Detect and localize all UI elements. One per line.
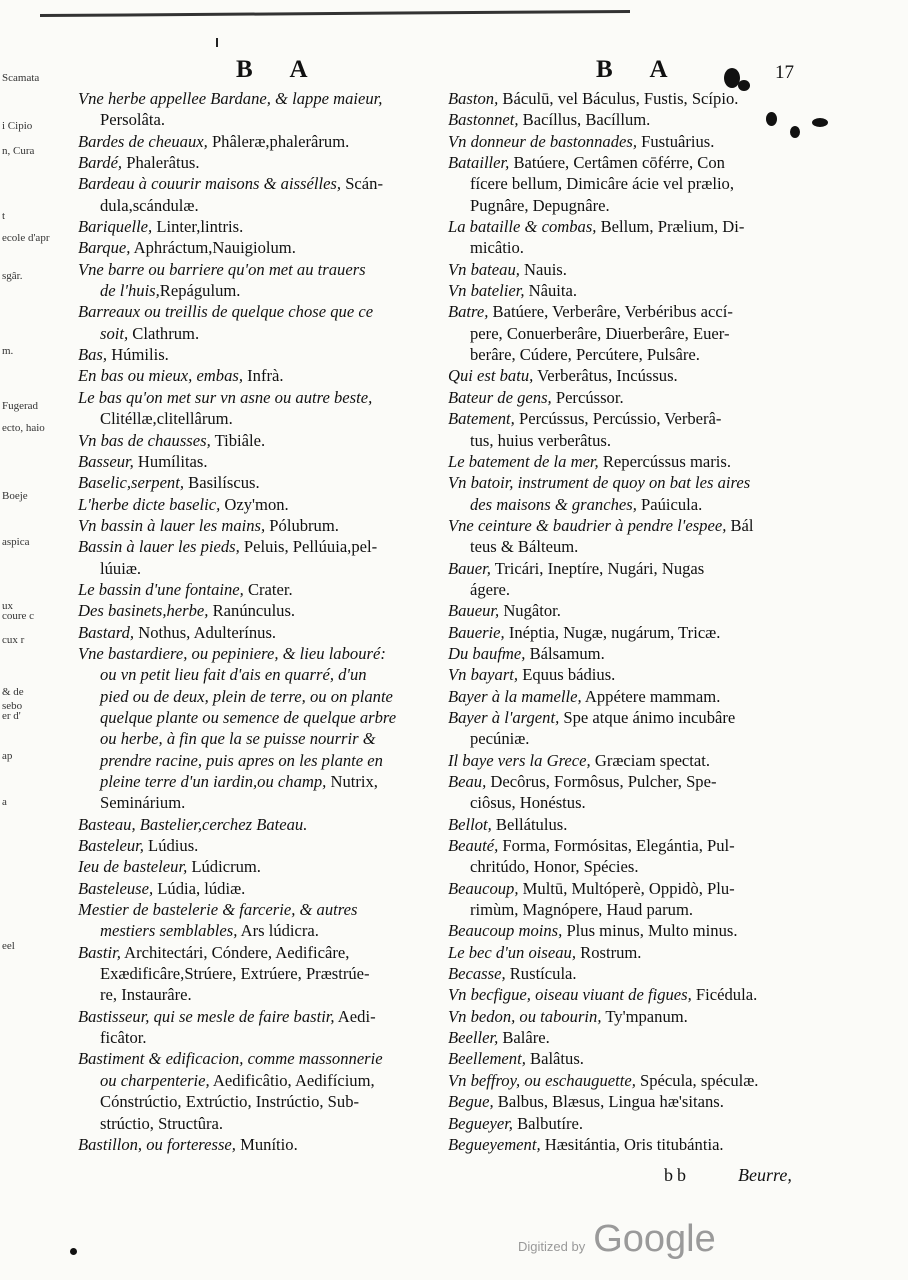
entry-continuation: [448, 430, 820, 451]
dictionary-entry: [78, 173, 440, 194]
entry-translation: Hæsitántia, Oris titubántia.: [540, 1134, 724, 1154]
entry-headword: Du baufme,: [448, 643, 526, 663]
entry-headword: Vne bastardiere, ou pepiniere, & lieu labouré:: [78, 643, 386, 663]
dictionary-entry: [78, 1134, 440, 1155]
entry-continuation: [448, 536, 820, 557]
entry-headword: Becasse,: [448, 964, 506, 984]
entry-translation: Rostrum.: [575, 942, 642, 962]
entry-translation: Balâtus.: [525, 1049, 584, 1069]
left-column: [78, 88, 440, 1155]
entry-headword: Baselic,serpent,: [78, 473, 184, 493]
entry-translation: Balbus, Blæsus, Lingua hæ'sitans.: [493, 1092, 724, 1112]
entry-translation: Balbutíre.: [512, 1113, 584, 1133]
running-header-right: B A: [596, 56, 684, 83]
page-number: 17: [775, 62, 794, 83]
entry-continuation: [78, 195, 440, 216]
dictionary-entry: [448, 1006, 820, 1027]
margin-fragment: i Cipio: [2, 120, 33, 132]
entry-headword: Vne herbe appellee Bardane, & lappe maieur,: [78, 89, 383, 108]
entry-translation: teus & Bálteum.: [470, 537, 579, 557]
entry-translation: Nutrix,: [326, 772, 378, 791]
margin-fragment: sgâr.: [2, 270, 23, 282]
dictionary-entry: [78, 301, 440, 322]
entry-headword: Bateur de gens,: [448, 387, 552, 407]
dictionary-entry: [78, 259, 440, 280]
entry-headword-continuation: ou vn petit lieu fait d'ais en quarré, d'un: [100, 665, 367, 685]
dictionary-entry: [448, 963, 820, 984]
entry-translation: pere, Conuerberâre, Diuerberâre, Euer-: [470, 323, 730, 343]
dictionary-entry: [448, 1134, 820, 1155]
entry-headword: Bas,: [78, 345, 108, 365]
entry-translation: tus, huius verberâtus.: [470, 430, 612, 450]
watermark-prefix: Digitized by: [518, 1239, 586, 1254]
top-rule: [40, 0, 630, 17]
entry-headword-continuation: pleine terre d'un iardin,ou champ,: [100, 772, 327, 791]
entry-continuation: [448, 195, 820, 216]
entry-headword: Beeller,: [448, 1028, 499, 1048]
dictionary-entry: [78, 643, 440, 664]
dictionary-entry: [448, 707, 820, 728]
entry-translation: Repercússus maris.: [598, 451, 731, 471]
entry-headword: Bauerie,: [448, 622, 505, 642]
entry-translation: Tricári, Ineptíre, Nugári, Nugas: [490, 558, 705, 578]
entry-continuation: [448, 792, 820, 813]
entry-headword: Batailler,: [448, 153, 510, 173]
entry-translation: Equus bádius.: [518, 665, 616, 685]
dictionary-entry: [78, 430, 440, 451]
entry-headword: Begue,: [448, 1092, 494, 1112]
dictionary-entry: [78, 1006, 440, 1027]
dictionary-entry: [448, 365, 820, 386]
entry-translation: Crater.: [243, 579, 293, 599]
dictionary-entry: [78, 237, 440, 258]
dictionary-entry: [448, 301, 820, 322]
entry-translation: rimùm, Magnópere, Haud parum.: [470, 900, 694, 920]
entry-translation: Báculū, vel Báculus, Fustis, Scípio.: [498, 89, 739, 108]
signature-mark: bb: [664, 1165, 690, 1185]
entry-translation: Multū, Multóperè, Oppidò, Plu-: [518, 878, 735, 898]
dictionary-entry: [78, 856, 440, 877]
entry-headword: Begueyer,: [448, 1113, 513, 1133]
entry-translation: Spe atque ánimo incubâre: [559, 707, 736, 727]
entry-headword: Qui est batu,: [448, 366, 534, 386]
entry-continuation: [448, 494, 820, 515]
entry-headword: Basteleuse,: [78, 878, 154, 898]
entry-headword-continuation: soit,: [100, 323, 129, 343]
entry-translation: Verberâtus, Incússus.: [533, 366, 678, 386]
dictionary-entry: [448, 622, 820, 643]
entry-translation: berâre, Cúdere, Percútere, Pulsâre.: [470, 345, 700, 365]
entry-translation: Humílitas.: [133, 451, 208, 471]
entry-headword: Bardes de cheuaux,: [78, 131, 208, 151]
dictionary-entry: [448, 109, 820, 130]
entry-translation: Cónstrúctio, Extrúctio, Instrúctio, Sub-: [100, 1092, 360, 1112]
entry-headword: Bastisseur, qui se mesle de faire bastir,: [78, 1006, 335, 1026]
entry-translation: chritúdo, Honor, Spécies.: [470, 857, 639, 877]
running-header-left: B A: [236, 56, 324, 83]
entry-translation: micâtio.: [470, 238, 524, 258]
entry-headword: Beau,: [448, 772, 487, 791]
entry-continuation: [78, 1113, 440, 1134]
entry-translation: Seminárium.: [100, 793, 186, 813]
dictionary-entry: [448, 920, 820, 941]
entry-continuation: [448, 856, 820, 877]
dictionary-entry: [78, 88, 440, 109]
entry-continuation: [78, 323, 440, 344]
entry-headword: Beaucoup,: [448, 878, 519, 898]
dictionary-entry: [78, 131, 440, 152]
entry-headword: Vn bedon, ou tabourin,: [448, 1006, 602, 1026]
entry-translation: Batúere, Verberâre, Verbéribus accí-: [488, 302, 733, 322]
entry-headword: Barreaux ou treillis de quelque chose que ce: [78, 302, 374, 322]
entry-translation: Spécula, spéculæ.: [635, 1070, 759, 1090]
entry-headword: Baston,: [448, 89, 499, 108]
entry-translation: Nauis.: [519, 259, 567, 279]
dictionary-entry: [448, 216, 820, 237]
entry-continuation: [448, 323, 820, 344]
entry-continuation: [78, 750, 440, 771]
entry-headword: Bastonnet,: [448, 110, 519, 130]
entry-headword: Des basinets,herbe,: [78, 601, 209, 621]
right-column: [448, 88, 820, 1155]
entry-continuation: [448, 237, 820, 258]
dictionary-entry: [448, 472, 820, 493]
top-tick-mark: [216, 38, 218, 47]
entry-translation: Plus minus, Multo minus.: [562, 921, 738, 941]
entry-translation: strúctio, Structûra.: [100, 1113, 224, 1133]
dictionary-entry: [78, 942, 440, 963]
dictionary-entry: [448, 600, 820, 621]
entry-headword: Vne ceinture & baudrier à pendre l'espee,: [448, 515, 727, 535]
entry-translation: Linter,lintris.: [152, 217, 244, 237]
entry-translation: Pólubrum.: [265, 515, 339, 535]
entry-headword: Bastillon, ou forteresse,: [78, 1134, 236, 1154]
dictionary-entry: [78, 494, 440, 515]
entry-continuation: [448, 728, 820, 749]
entry-headword: Bardeau à couurir maisons & aissélles,: [78, 174, 342, 194]
entry-headword: Le bassin d'une fontaine,: [78, 579, 244, 599]
dictionary-entry: [448, 1048, 820, 1069]
dictionary-entry: [78, 835, 440, 856]
entry-translation: ágere.: [470, 579, 511, 599]
bleed-through-margin: [0, 60, 50, 1060]
entry-headword: Bardé,: [78, 153, 123, 173]
dictionary-entry: [448, 878, 820, 899]
entry-translation: Phalerâtus.: [122, 153, 200, 173]
entry-translation: Paúicula.: [636, 494, 703, 514]
margin-fragment: Boeje: [2, 490, 28, 502]
entry-translation: Aedi-: [334, 1006, 376, 1026]
entry-continuation: [78, 792, 440, 813]
entry-translation: ciôsus, Honéstus.: [470, 793, 586, 813]
entry-continuation: [448, 579, 820, 600]
entry-continuation: [78, 920, 440, 941]
entry-translation: Architectári, Cóndere, Aedificâre,: [120, 942, 350, 962]
margin-fragment: a: [2, 796, 7, 808]
entry-continuation: [78, 728, 440, 749]
entry-headword: Batre,: [448, 302, 489, 322]
entry-translation: Clathrum.: [128, 323, 200, 343]
entry-translation: Rustícula.: [505, 964, 577, 984]
entry-headword: Begueyement,: [448, 1134, 541, 1154]
dictionary-entry: [78, 600, 440, 621]
dictionary-entry: [78, 878, 440, 899]
dictionary-entry: [448, 451, 820, 472]
entry-translation: Bál: [726, 515, 754, 535]
dictionary-entry: [448, 835, 820, 856]
entry-continuation: [78, 408, 440, 429]
dictionary-entry: [78, 814, 440, 835]
margin-fragment: n, Cura: [2, 145, 35, 157]
entry-translation: Lúdia, lúdiæ.: [153, 878, 246, 898]
entry-translation: Lúdicrum.: [187, 857, 261, 877]
entry-headword: Beellement,: [448, 1049, 526, 1069]
entry-continuation: [78, 686, 440, 707]
entry-headword: Le bas qu'on met sur vn asne ou autre beste,: [78, 387, 373, 407]
dictionary-entry: [78, 579, 440, 600]
dictionary-entry: [448, 558, 820, 579]
dictionary-entry: [78, 622, 440, 643]
dictionary-entry: [78, 451, 440, 472]
dictionary-entry: [448, 131, 820, 152]
entry-translation: Ty'mpanum.: [601, 1006, 688, 1026]
entry-headword-continuation: ou herbe, à fin que la se puisse nourrir &: [100, 729, 376, 749]
dictionary-entry: [448, 664, 820, 685]
entry-translation: ficâtor.: [100, 1028, 147, 1048]
entry-continuation: [448, 899, 820, 920]
entry-headword: Mestier de bastelerie & farcerie, & autres: [78, 900, 358, 920]
entry-translation: Exædificâre,Strúere, Extrúere, Præstrúe-: [100, 964, 370, 984]
entry-translation: Ozy'mon.: [220, 494, 289, 514]
entry-translation: dula,scándulæ.: [100, 195, 199, 215]
entry-headword: Batement,: [448, 409, 515, 429]
entry-translation: re, Instaurâre.: [100, 985, 192, 1005]
entry-headword: Bassin à lauer les pieds,: [78, 537, 240, 557]
entry-headword: Bariquelle,: [78, 217, 153, 237]
entry-headword-continuation: des maisons & granches,: [470, 494, 637, 514]
entry-headword: Vn batoir, instrument de quoy on bat les aires: [448, 473, 751, 493]
entry-translation: Forma, Formósitas, Elegántia, Pul-: [498, 836, 735, 856]
entry-translation: lúuiæ.: [100, 558, 142, 578]
entry-cross-reference: cerchez Bateau.: [201, 814, 308, 834]
entry-translation: Percússus, Percússio, Verberâ-: [514, 409, 722, 429]
dictionary-entry: [448, 387, 820, 408]
entry-headword: Barque,: [78, 238, 131, 258]
entry-translation: Nothus, Adulterínus.: [134, 622, 277, 642]
entry-headword: Vn bayart,: [448, 665, 519, 685]
dictionary-entry: [448, 280, 820, 301]
margin-fragment: ux: [2, 600, 13, 612]
dictionary-entry: [78, 365, 440, 386]
entry-translation: Infrà.: [243, 366, 284, 386]
entry-continuation: [448, 173, 820, 194]
google-logo: Google: [593, 1218, 716, 1260]
entry-headword: Bayer à la mamelle,: [448, 686, 582, 706]
entry-translation: Peluis, Pellúuia,pel-: [239, 537, 378, 557]
margin-fragment: ap: [2, 750, 13, 762]
entry-headword: Vn bateau,: [448, 259, 520, 279]
entry-translation: Percússor.: [551, 387, 624, 407]
entry-translation: Appétere mammam.: [581, 686, 721, 706]
entry-translation: Ars lúdicra.: [237, 921, 319, 941]
dictionary-entry: [448, 643, 820, 664]
entry-headword: Vn bassin à lauer les mains,: [78, 515, 266, 535]
entry-translation: Ficédula.: [691, 985, 758, 1005]
dictionary-entry: [78, 216, 440, 237]
dictionary-entry: [78, 536, 440, 557]
entry-translation: Aedificâtio, Aedifícium,: [209, 1070, 375, 1090]
dictionary-entry: [448, 814, 820, 835]
dictionary-entry: [78, 152, 440, 173]
dictionary-entry: [78, 344, 440, 365]
dictionary-entry: [448, 152, 820, 173]
entry-headword: Ieu de basteleur,: [78, 857, 188, 877]
margin-fragment: sebo: [2, 700, 23, 712]
entry-headword: Basteleur,: [78, 836, 144, 856]
margin-fragment: eel: [2, 940, 15, 952]
entry-translation: Munítio.: [235, 1134, 298, 1154]
entry-translation: Nugâtor.: [499, 601, 561, 621]
entry-translation: Clitéllæ,clitellârum.: [100, 409, 233, 429]
entry-translation: Aphráctum,Nauigiolum.: [130, 238, 296, 258]
dictionary-entry: [448, 1027, 820, 1048]
entry-translation: Basilíscus.: [184, 473, 260, 493]
dictionary-entry: [448, 1113, 820, 1134]
entry-translation: Ranúnculus.: [208, 601, 296, 621]
entry-translation: Húmilis.: [107, 345, 169, 365]
entry-continuation: [78, 984, 440, 1005]
entry-translation: Bellum, Prælium, Di-: [596, 217, 745, 237]
entry-headword-continuation: quelque plante ou semence de quelque arbre: [100, 707, 397, 727]
entry-translation: Fustuârius.: [636, 131, 715, 151]
entry-headword: Vn bas de chausses,: [78, 430, 211, 450]
entry-translation: fícere bellum, Dimicâre ácie vel prælio,: [470, 174, 735, 194]
margin-fragment: cux r: [2, 634, 25, 646]
entry-headword: Vn beffroy, ou eschauguette,: [448, 1070, 636, 1090]
entry-headword: Basteau, Bastelier,: [78, 814, 202, 834]
entry-headword: Bayer à l'argent,: [448, 707, 560, 727]
entry-headword: Vn donneur de bastonnades,: [448, 131, 637, 151]
margin-fragment: Scamata: [2, 72, 40, 84]
entry-continuation: [78, 109, 440, 130]
dictionary-entry: [78, 899, 440, 920]
entry-translation: Nâuita.: [524, 281, 578, 301]
dictionary-entry: [448, 1091, 820, 1112]
entry-translation: Persolâta.: [100, 110, 165, 130]
entry-headword: Bastard,: [78, 622, 135, 642]
catchword: Beurre,: [738, 1165, 792, 1185]
margin-fragment: m.: [2, 345, 14, 357]
entry-headword: Vn batelier,: [448, 281, 525, 301]
entry-headword: Le bec d'un oiseau,: [448, 942, 576, 962]
entry-translation: Scán-: [341, 174, 383, 194]
margin-fragment: coure c: [2, 610, 35, 622]
entry-headword-continuation: mestiers semblables,: [100, 921, 238, 941]
entry-translation: Bálsamum.: [525, 643, 605, 663]
entry-continuation: [78, 1091, 440, 1112]
entry-translation: Bacíllus, Bacíllum.: [518, 110, 651, 130]
entry-continuation: [78, 1070, 440, 1091]
entry-translation: Decôrus, Formôsus, Pulcher, Spe-: [486, 772, 717, 791]
dictionary-entry: [448, 686, 820, 707]
entry-headword: Bastiment & edificacion, comme massonnerie: [78, 1049, 383, 1069]
ink-dot: [70, 1248, 77, 1255]
entry-headword-continuation: de l'huis,: [100, 281, 160, 301]
entry-continuation: [78, 963, 440, 984]
dictionary-entry: [78, 515, 440, 536]
entry-headword-continuation: ou charpenterie,: [100, 1070, 210, 1090]
dictionary-entry: [448, 515, 820, 536]
entry-translation: Pugnâre, Depugnâre.: [470, 195, 610, 215]
entry-continuation: [78, 664, 440, 685]
margin-fragment: aspica: [2, 536, 30, 548]
entry-translation: Lúdius.: [143, 836, 199, 856]
dictionary-entry: [448, 259, 820, 280]
entry-continuation: [78, 1027, 440, 1048]
entry-continuation: [78, 771, 440, 792]
entry-headword: La bataille & combas,: [448, 217, 597, 237]
entry-headword: Vn becfigue, oiseau viuant de figues,: [448, 985, 692, 1005]
entry-headword: Bellot,: [448, 814, 492, 834]
entry-translation: Balâre.: [498, 1028, 550, 1048]
margin-fragment: & de: [2, 686, 24, 698]
margin-fragment: er d': [2, 710, 21, 722]
dictionary-entry: [448, 942, 820, 963]
dictionary-entry: [78, 387, 440, 408]
entry-headword-continuation: pied ou de deux, plein de terre, ou on plante: [100, 686, 393, 706]
entry-headword: Bauer,: [448, 558, 491, 578]
entry-headword-continuation: prendre racine, puis apres on les plante en: [100, 750, 383, 770]
entry-translation: Batúere, Certâmen cōférre, Con: [509, 153, 725, 173]
dictionary-entry: [78, 472, 440, 493]
entry-headword: Il baye vers la Grece,: [448, 750, 591, 770]
entry-headword: Bastir,: [78, 942, 121, 962]
dictionary-entry: [448, 984, 820, 1005]
entry-translation: Bellátulus.: [491, 814, 568, 834]
dictionary-entry: [448, 88, 820, 109]
entry-headword: En bas ou mieux, embas,: [78, 366, 243, 386]
dictionary-entry: [448, 771, 820, 792]
entry-translation: Inéptia, Nugæ, nugárum, Tricæ.: [504, 622, 721, 642]
margin-fragment: Fugerad: [2, 400, 39, 412]
entry-translation: Phâleræ,phalerârum.: [207, 131, 350, 151]
entry-translation: pecúniæ.: [470, 729, 530, 749]
entry-continuation: [78, 280, 440, 301]
entry-headword: Beauté,: [448, 836, 499, 856]
entry-continuation: [78, 707, 440, 728]
entry-headword: L'herbe dicte baselic,: [78, 494, 221, 514]
entry-continuation: [78, 558, 440, 579]
entry-continuation: [448, 344, 820, 365]
entry-headword: Beaucoup moins,: [448, 921, 563, 941]
entry-translation: Repágulum.: [159, 281, 241, 301]
entry-headword: Baueur,: [448, 601, 500, 621]
entry-translation: Tibiâle.: [210, 430, 266, 450]
entry-headword: Basseur,: [78, 451, 134, 471]
dictionary-entry: [448, 750, 820, 771]
entry-translation: Græciam spectat.: [590, 750, 711, 770]
entry-headword: Le batement de la mer,: [448, 451, 599, 471]
margin-fragment: t: [2, 210, 6, 222]
margin-fragment: ecto, haio: [2, 422, 45, 434]
dictionary-entry: [448, 1070, 820, 1091]
dictionary-entry: [78, 1048, 440, 1069]
dictionary-entry: [448, 408, 820, 429]
digitized-watermark: [518, 1218, 716, 1261]
margin-fragment: ecole d'apr: [2, 232, 50, 244]
entry-headword: Vne barre ou barriere qu'on met au trauers: [78, 259, 366, 279]
